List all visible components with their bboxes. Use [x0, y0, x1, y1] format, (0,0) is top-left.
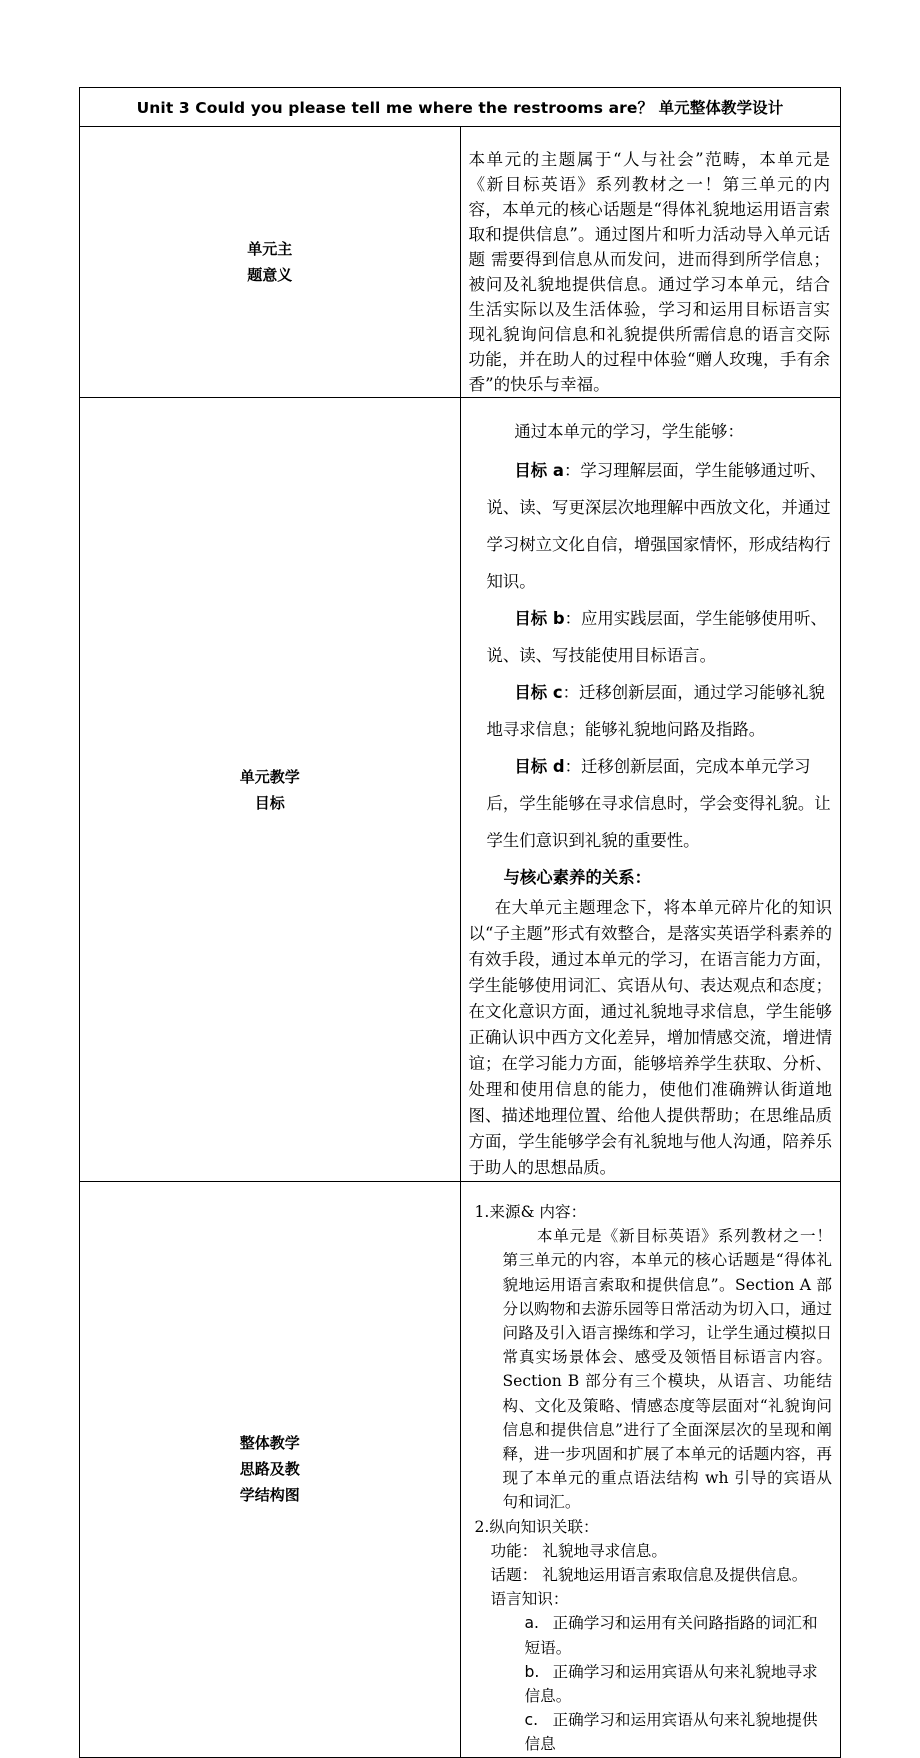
core-literacy-text: 在大单元主题理念下，将本单元碎片化的知识以“子主题”形式有效整合，是落实英语学科素养的有效手段，通过本单元的学习，在语言能力方面，学生能够使用词汇、宾语从句、表达观点和态度；在文化意识方面，通过礼貌地寻求信息，学生能够正确认识中西方文化差异，增加情感交流，增进情谊；在学习能力方面，能够培养学生获取、分析、处理和使用信息的能力，使他们准确辨认街道地图、描述地理位置、给他人提供帮助；在思维品质方面，学生能够学会有礼貌地与他人沟通，陪养乐于助人的思想品质。: [468, 898, 832, 1177]
function-line: 功能： 礼貌地寻求信息。: [490, 1541, 667, 1560]
list-marker: a.: [524, 1614, 540, 1633]
row-label-text: 单元教学目标: [239, 767, 300, 812]
teaching-goals-content: [460, 398, 841, 1182]
goal-text: ：迁移创新层面，通过学习能够礼貌地寻求信息；能够礼貌地问路及指路。: [486, 683, 825, 739]
table-row: [80, 398, 841, 1182]
table-row: [80, 127, 841, 398]
teaching-structure-label: [80, 1182, 461, 1758]
goal-text: ：应用实践层面，学生能够使用听、说、读、写技能使用目标语言。: [486, 609, 827, 665]
list-marker: c.: [524, 1711, 539, 1730]
unit-theme-content: [460, 127, 841, 398]
lesson-plan-table: [79, 87, 841, 1758]
unit-theme-text: 本单元的主题属于“人与社会”范畴，本单元是《新目标英语》系列教材之一！第三单元的内容，本单元的核心话题是“得体礼貌地运用语言索取和提供信息”。通过图片和听力活动导入单元话题 需要得到信息从而发问，进而得到所学信息；被问及礼貌地提供信息。通过学习本单元，结合生活实际以及生活体验，学习和运用目标语言实现礼貌询问信息和礼貌提供所需信息的语言交际功能，并在助人的过程中体验“赠人玫瑰，手有余香”的快乐与幸福。: [468, 150, 830, 394]
goal-key: 目标 d: [514, 757, 565, 776]
source-text: 本单元是《新目标英语》系列教材之一！第三单元的内容，本单元的核心话题是“得体礼貌地运用语言索取和提供信息”。Section A 部分以购物和去游乐园等日常活动为切入口，通过问路及引入语言操练和学习，让学生通过模拟日常真实场景体会、感受及领悟目标语言内容。Section B 部分有三个模块，从语言、功能结构、文化及策略、情感态度等层面对“礼貌询问信息和提供信息”进行了全面深层次的呈现和阐释，进一步巩固和扩展了本单元的话题内容，再现了本单元的重点语法结构 wh 引导的宾语从句和词汇。: [502, 1227, 832, 1512]
row-label-text: 整体教学思路及教学结构图: [239, 1434, 300, 1505]
goal-key: 目标 a: [514, 461, 564, 480]
language-knowledge-heading: 语言知识：: [490, 1590, 569, 1609]
goal-d: [469, 748, 833, 859]
goal-key: 目标 b: [514, 609, 565, 628]
list-item: [469, 1708, 833, 1756]
topic-line: 话题： 礼貌地运用语言索取信息及提供信息。: [490, 1566, 808, 1585]
row-label-text: 单元主题意义: [247, 240, 293, 284]
goal-key: 目标 c: [514, 683, 563, 702]
goal-c: [469, 674, 833, 748]
goal-text: ：学习理解层面，学生能够通过听、说、读、写更深层次地理解中西放文化，并通过学习树立文化自信，增强国家情怀，形成结构行知识。: [486, 461, 831, 591]
list-text: 正确学习和运用宾语从句来礼貌地提供信息: [524, 1711, 818, 1754]
table-row: [80, 1182, 841, 1758]
goal-a: [469, 452, 833, 600]
source-heading: 1.来源& 内容：: [474, 1203, 587, 1221]
goals-intro: 通过本单元的学习，学生能够：: [514, 422, 744, 441]
list-item: [469, 1611, 833, 1659]
teaching-goals-label: [80, 398, 461, 1182]
list-marker: b.: [524, 1662, 540, 1681]
list-item: [469, 1660, 833, 1708]
document-title: Unit 3 Could you please tell me where the restrooms are？ 单元整体教学设计: [80, 88, 841, 127]
knowledge-heading: 2.纵向知识关联：: [474, 1517, 599, 1536]
list-text: 正确学习和运用宾语从句来礼貌地寻求信息。: [524, 1662, 818, 1706]
list-text: 正确学习和运用有关问路指路的词汇和短语。: [524, 1614, 818, 1657]
goal-b: [469, 600, 833, 674]
teaching-structure-content: [460, 1182, 841, 1758]
goal-text: ：迁移创新层面，完成本单元学习后，学生能够在寻求信息时，学会变得礼貌。让学生们意识到礼貌的重要性。: [486, 757, 831, 850]
unit-theme-label: [80, 127, 461, 398]
core-literacy-heading: 与核心素养的关系：: [503, 868, 652, 887]
